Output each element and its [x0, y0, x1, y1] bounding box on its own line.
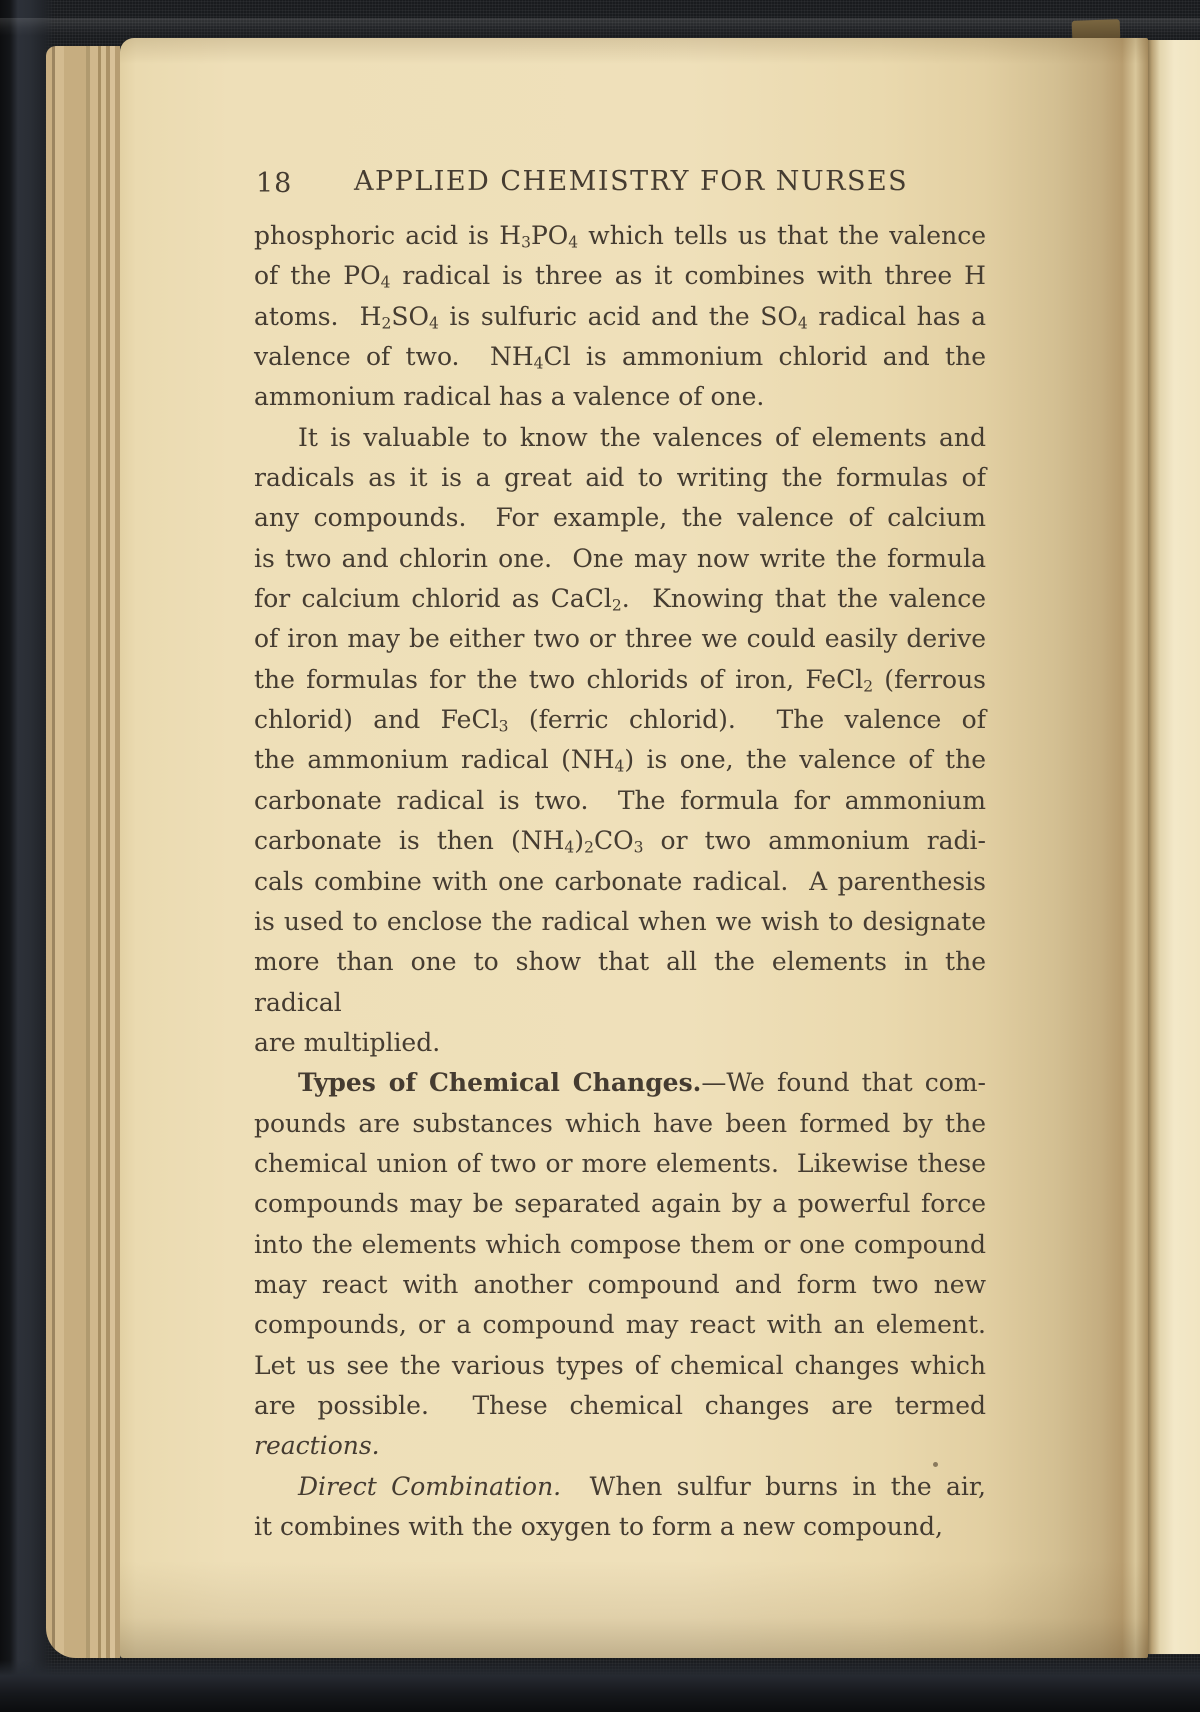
- text-line: It is valuable to know the valences of elements and: [298, 422, 986, 452]
- book-cover-top-rim: [0, 18, 1200, 36]
- text-line: phosphoric acid is $H_3PO_4$ which tells us that the valence: [254, 221, 986, 252]
- text-line: are multiplied.: [254, 1027, 441, 1057]
- text-line: Direct Combination. When sulfur burns in the air,: [298, 1471, 986, 1501]
- text-line: are possible. These chemical changes are termed reactions.: [254, 1390, 986, 1461]
- text-line: pounds are substances which have been formed by the: [254, 1108, 986, 1138]
- text-line: more than one to show that all the elements in the radical: [254, 947, 986, 1017]
- book-cover-bottom-band: [0, 1660, 1200, 1712]
- text-line: into the elements which compose them or one compound: [254, 1229, 986, 1259]
- text-line: ammonium radical has a valence of one.: [254, 382, 765, 412]
- text-line: Let us see the various types of chemical changes which: [254, 1350, 986, 1380]
- text-line: valence of two. $NH_4Cl$ is ammonium chlorid and the: [254, 342, 986, 373]
- text-line: the ammonium radical $(NH_4)$ is one, the valence of the: [254, 745, 986, 776]
- text-line: compounds, or a compound may react with an element.: [254, 1310, 986, 1340]
- text-line: radicals as it is a great aid to writing the formulas of: [254, 463, 986, 493]
- text-line: is used to enclose the radical when we wish to designate: [254, 906, 986, 936]
- running-title: APPLIED CHEMISTRY FOR NURSES: [353, 166, 909, 197]
- text-line: chlorid) and FeCl$_3$ (ferric chlorid). The valence of: [254, 705, 986, 736]
- text-line: atoms. $H_2SO_4$ is sulfuric acid and the $SO_4$ radical has a: [254, 301, 986, 333]
- text-line: compounds may be separated again by a powerful force: [254, 1189, 986, 1219]
- text-line: carbonate radical is two. The formula for ammonium: [254, 785, 986, 815]
- page-number: 18: [256, 168, 293, 199]
- text-line: carbonate is then $(NH_4)_2CO_3$ or two ammonium radi-: [254, 826, 986, 857]
- text-block: [254, 216, 986, 1547]
- text-line: the formulas for the two chlorids of iron, FeCl$_2$ (ferrous: [254, 664, 986, 696]
- text-line: of the $PO_4$ radical is three as it combines with three H: [254, 261, 986, 292]
- book-page: [120, 38, 1148, 1658]
- page-header: [254, 166, 986, 206]
- text-line: cals combine with one carbonate radical. A parenthesis: [254, 866, 986, 896]
- paper-speck: [933, 1462, 938, 1467]
- text-line: is two and chlorin one. One may now write the formula: [254, 543, 986, 573]
- text-line: chemical union of two or more elements. Likewise these: [254, 1148, 986, 1178]
- text-line: of iron may be either two or three we could easily derive: [254, 624, 986, 654]
- text-line: it combines with the oxygen to form a new compound,: [254, 1512, 943, 1541]
- text-line: may react with another compound and form two new: [254, 1269, 986, 1299]
- facing-page-sliver: [1148, 40, 1200, 1654]
- page-edge-stack: [46, 46, 120, 1658]
- text-line: any compounds. For example, the valence of calcium: [254, 503, 986, 533]
- text-line: Types of Chemical Changes.—We found that com-: [298, 1068, 986, 1098]
- text-line: for calcium chlorid as CaCl$_2$. Knowing that the valence: [254, 584, 986, 615]
